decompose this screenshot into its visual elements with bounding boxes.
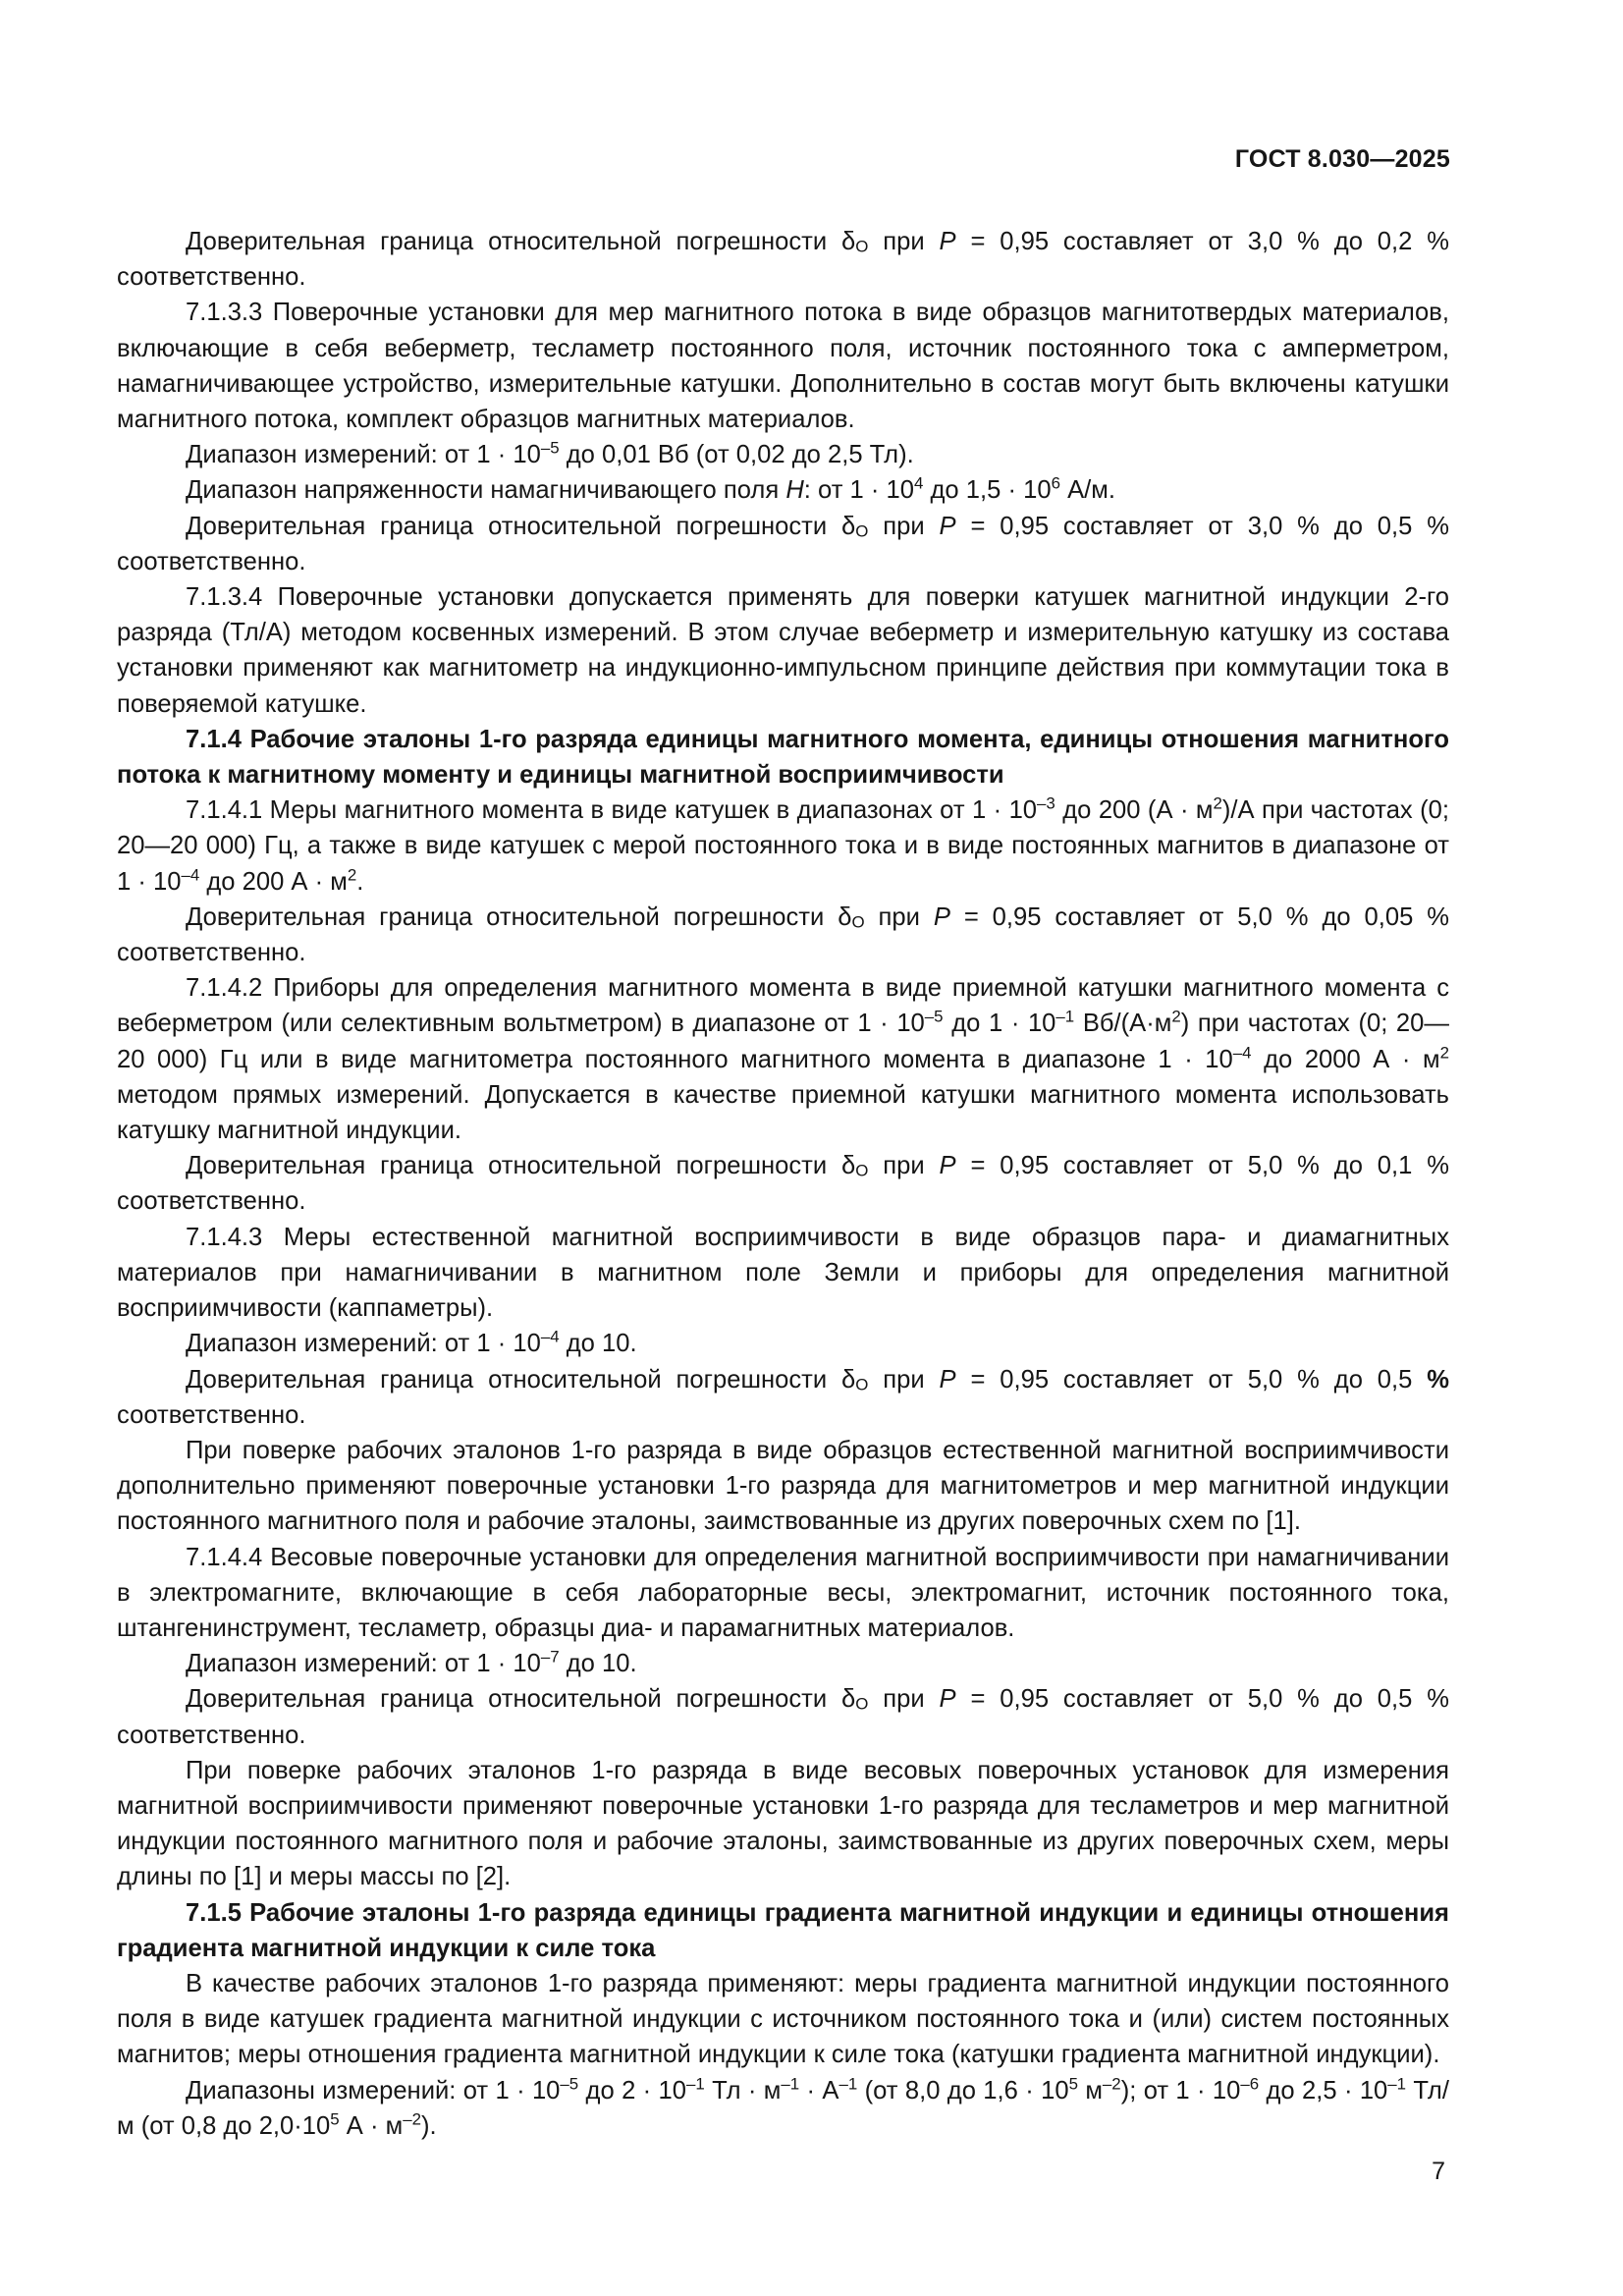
document-code-header: ГОСТ 8.030—2025 xyxy=(1234,145,1450,173)
paragraph: Доверительная граница относительной погрешности $\delta_O$ при P = 0,95 составляет от 5,0 % до 0,5 % соответственно. xyxy=(117,1685,1449,1749)
paragraph: Доверительная граница относительной погрешности $\delta_O$ при P = 0,95 составляет от 3,0 % до 0,5 % соответственно. xyxy=(117,512,1449,575)
paragraph: 7.1.4.1 Меры магнитного момента в виде катушек в диапазонах от $1 \cdot 10^{-3}$ до 200 $(А \cdot м^2)/А$ при частотах (0; 20—20 000) Гц, а также в виде катушек с мерой постоянного тока и в виде постоянных магнитов в диапазоне от $1 \cdot 10^{-4}$ до 200 $А \cdot м^2$. xyxy=(117,793,1450,896)
page-number: 7 xyxy=(1432,2158,1445,2185)
document-body xyxy=(117,224,1449,2144)
paragraph: Доверительная граница относительной погрешности $\delta_O$ при P = 0,95 составляет от 3,0 % до 0,2 % соответственно. xyxy=(117,228,1449,292)
paragraph: 7.1.4.4 Весовые поверочные установки для определения магнитной восприимчивости при намагничивании в электромагните, включающие в себя лабораторные весы, электромагнит, источник постоянного тока, штангенинструмент, тесламетр, образцы диа- и парамагнитных материалов. xyxy=(117,1543,1449,1642)
section-heading: 7.1.5 Рабочие эталоны 1-го разряда единицы градиента магнитной индукции и единицы отношения градиента магнитной индукции к силе тока xyxy=(117,1898,1449,1962)
paragraph: Диапазоны измерений: от $1 \cdot 10^{-5}$ до $2 \cdot 10^{-1}$ Тл · $м^{-1} \cdot А^{-1}$ (от 8,0 до $1,6 \cdot 10^5$ $м^{-2}$); от $1 \cdot 10^{-6}$ до $2,5 \cdot 10^{-1}$ Тл/м (от 0,8 до $2,0\cdot 10^5$ $А \cdot м^{-2}$). xyxy=(117,2074,1449,2140)
paragraph: Доверительная граница относительной погрешности $\delta_O$ при P = 0,95 составляет от 5,0 % до 0,5 % соответственно. xyxy=(117,1365,1449,1429)
section-heading: 7.1.4 Рабочие эталоны 1-го разряда единицы магнитного момента, единицы отношения магнитного потока к магнитному моменту и единицы магнитной восприимчивости xyxy=(117,725,1449,790)
paragraph: Диапазон измерений: от $1 \cdot 10^{-5}$ до 0,01 Вб (от 0,02 до 2,5 Тл). xyxy=(186,438,914,469)
paragraph: 7.1.3.3 Поверочные установки для мер магнитного потока в виде образцов магнитотвердых материалов, включающие в себя веберметр, тесламетр постоянного поля, источник постоянного тока с амперметром, намагничивающее устройство, измерительные катушки. Дополнительно в состав могут быть включены катушки магнитного потока, комплект образцов магнитных материалов. xyxy=(117,299,1449,434)
paragraph: Доверительная граница относительной погрешности $\delta_O$ при P = 0,95 составляет от 5,0 % до 0,1 % соответственно. xyxy=(117,1152,1449,1216)
paragraph: 7.1.4.3 Меры естественной магнитной восприимчивости в виде образцов пара- и диамагнитных материалов при намагничивании в магнитном поле Земли и приборы для определения магнитной восприимчивости (каппаметры). xyxy=(117,1223,1449,1323)
paragraph: 7.1.3.4 Поверочные установки допускается применять для поверки катушек магнитной индукции 2-го разряда (Тл/А) методом косвенных измерений. В этом случае веберметр и измерительную катушку из состава установки применяют как магнитометр на индукционно-импульсном принципе действия при коммутации тока в поверяемой катушке. xyxy=(117,583,1449,718)
paragraph: В качестве рабочих эталонов 1-го разряда применяют: меры градиента магнитной индукции постоянного поля в виде катушек градиента магнитной индукции с источником постоянного тока и (или) систем постоянных магнитов; меры отношения градиента магнитной индукции к силе тока (катушки градиента магнитной индукции). xyxy=(117,1969,1449,2069)
paragraph: 7.1.4.2 Приборы для определения магнитного момента в виде приемной катушки магнитного момента с веберметром (или селективным вольтметром) в диапазоне от $1 \cdot 10^{-5}$ до $1 \cdot 10^{-1}$ $Вб/(А\cdot м^2)$ при частотах (0; 20—20 000) Гц или в виде магнитометра постоянного магнитного момента в диапазоне $1 \cdot 10^{-4}$ до 2000 $А \cdot м^2$ методом прямых измерений. Допускается в качестве приемной катушки магнитного момента использовать катушку магнитной индукции. xyxy=(117,974,1449,1145)
paragraph: Диапазон измерений: от $1 \cdot 10^{-7}$ до 10. xyxy=(186,1647,637,1678)
paragraph: При поверке рабочих эталонов 1-го разряда в виде весовых поверочных установок для измерения магнитной восприимчивости применяют поверочные установки 1-го разряда для тесламетров и мер магнитной индукции постоянного магнитного поля и рабочие эталоны, заимствованные из других поверочных схем, меры длины по [1] и меры массы по [2]. xyxy=(117,1756,1449,1891)
paragraph: При поверке рабочих эталонов 1-го разряда в виде образцов естественной магнитной восприимчивости дополнительно применяют поверочные установки 1-го разряда для магнитометров и мер магнитной индукции постоянного магнитного поля и рабочие эталоны, заимствованные из других поверочных схем по [1]. xyxy=(117,1436,1449,1536)
paragraph: Доверительная граница относительной погрешности $\delta_O$ при P = 0,95 составляет от 5,0 % до 0,05 % соответственно. xyxy=(117,902,1449,967)
paragraph: Диапазон измерений: от $1 \cdot 10^{-4}$ до 10. xyxy=(186,1328,637,1358)
paragraph: Диапазон напряженности намагничивающего поля H: от $1 \cdot 10^4$ до $1,5 \cdot 10^6$ А/м. xyxy=(186,474,1115,505)
